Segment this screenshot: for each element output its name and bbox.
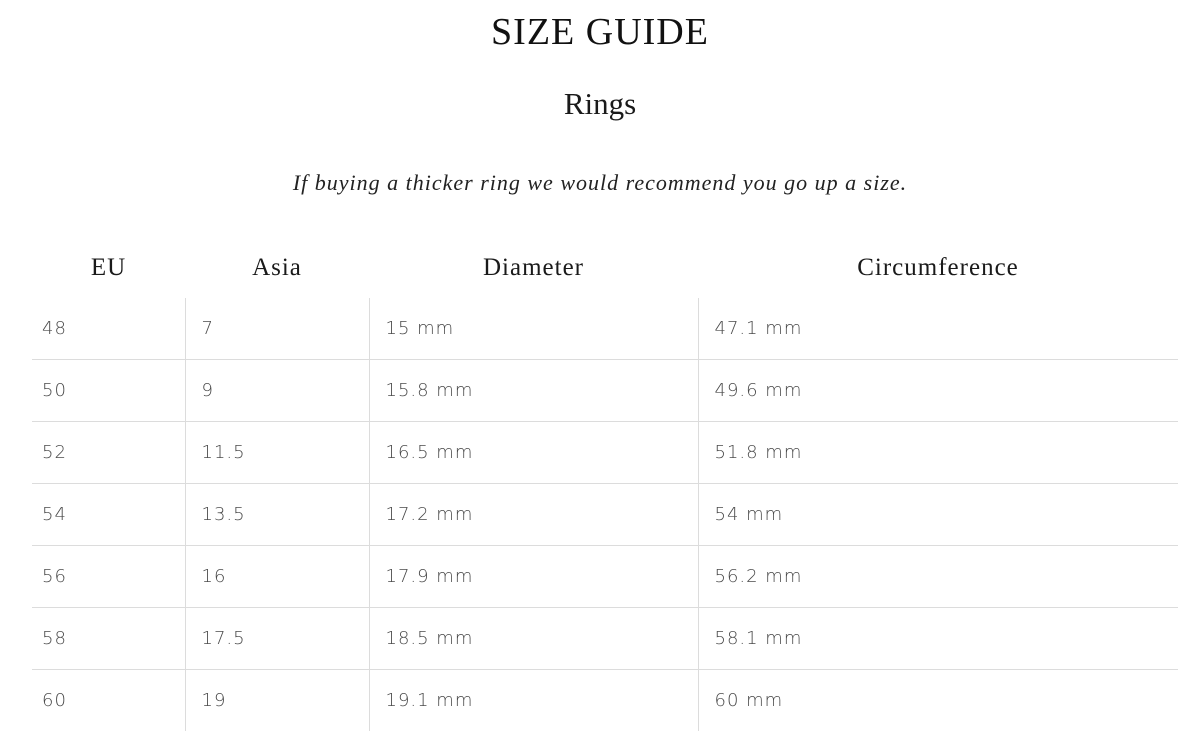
cell-circumference: 60 mm <box>698 670 1178 731</box>
cell-eu: 56 <box>32 546 185 608</box>
cell-eu: 52 <box>32 422 185 484</box>
table-row <box>32 360 1178 422</box>
page-title: SIZE GUIDE <box>0 10 1200 54</box>
header-circumference: Circumference <box>698 238 1178 298</box>
cell-diameter: 16.5 mm <box>369 422 698 484</box>
ring-size-table <box>32 238 1178 731</box>
cell-diameter: 15.8 mm <box>369 360 698 422</box>
cell-circumference: 51.8 mm <box>698 422 1178 484</box>
cell-eu: 60 <box>32 670 185 731</box>
header-eu: EU <box>32 238 185 298</box>
sizing-note: If buying a thicker ring we would recommend you go up a size. <box>0 170 1200 196</box>
cell-asia: 19 <box>185 670 369 731</box>
table-row <box>32 670 1178 731</box>
cell-asia: 11.5 <box>185 422 369 484</box>
cell-diameter: 15 mm <box>369 298 698 360</box>
cell-circumference: 49.6 mm <box>698 360 1178 422</box>
table-header-row <box>32 238 1178 298</box>
cell-circumference: 58.1 mm <box>698 608 1178 670</box>
table-row <box>32 298 1178 360</box>
header-asia: Asia <box>185 238 369 298</box>
cell-eu: 58 <box>32 608 185 670</box>
header-diameter: Diameter <box>369 238 698 298</box>
cell-circumference: 47.1 mm <box>698 298 1178 360</box>
cell-eu: 54 <box>32 484 185 546</box>
cell-asia: 16 <box>185 546 369 608</box>
cell-circumference: 56.2 mm <box>698 546 1178 608</box>
section-title-rings: Rings <box>0 86 1200 122</box>
cell-asia: 9 <box>185 360 369 422</box>
cell-diameter: 18.5 mm <box>369 608 698 670</box>
cell-eu: 48 <box>32 298 185 360</box>
cell-asia: 13.5 <box>185 484 369 546</box>
cell-asia: 7 <box>185 298 369 360</box>
cell-asia: 17.5 <box>185 608 369 670</box>
cell-diameter: 17.2 mm <box>369 484 698 546</box>
cell-eu: 50 <box>32 360 185 422</box>
cell-circumference: 54 mm <box>698 484 1178 546</box>
table-row <box>32 484 1178 546</box>
cell-diameter: 19.1 mm <box>369 670 698 731</box>
table-row <box>32 422 1178 484</box>
table-row <box>32 608 1178 670</box>
cell-diameter: 17.9 mm <box>369 546 698 608</box>
table-row <box>32 546 1178 608</box>
